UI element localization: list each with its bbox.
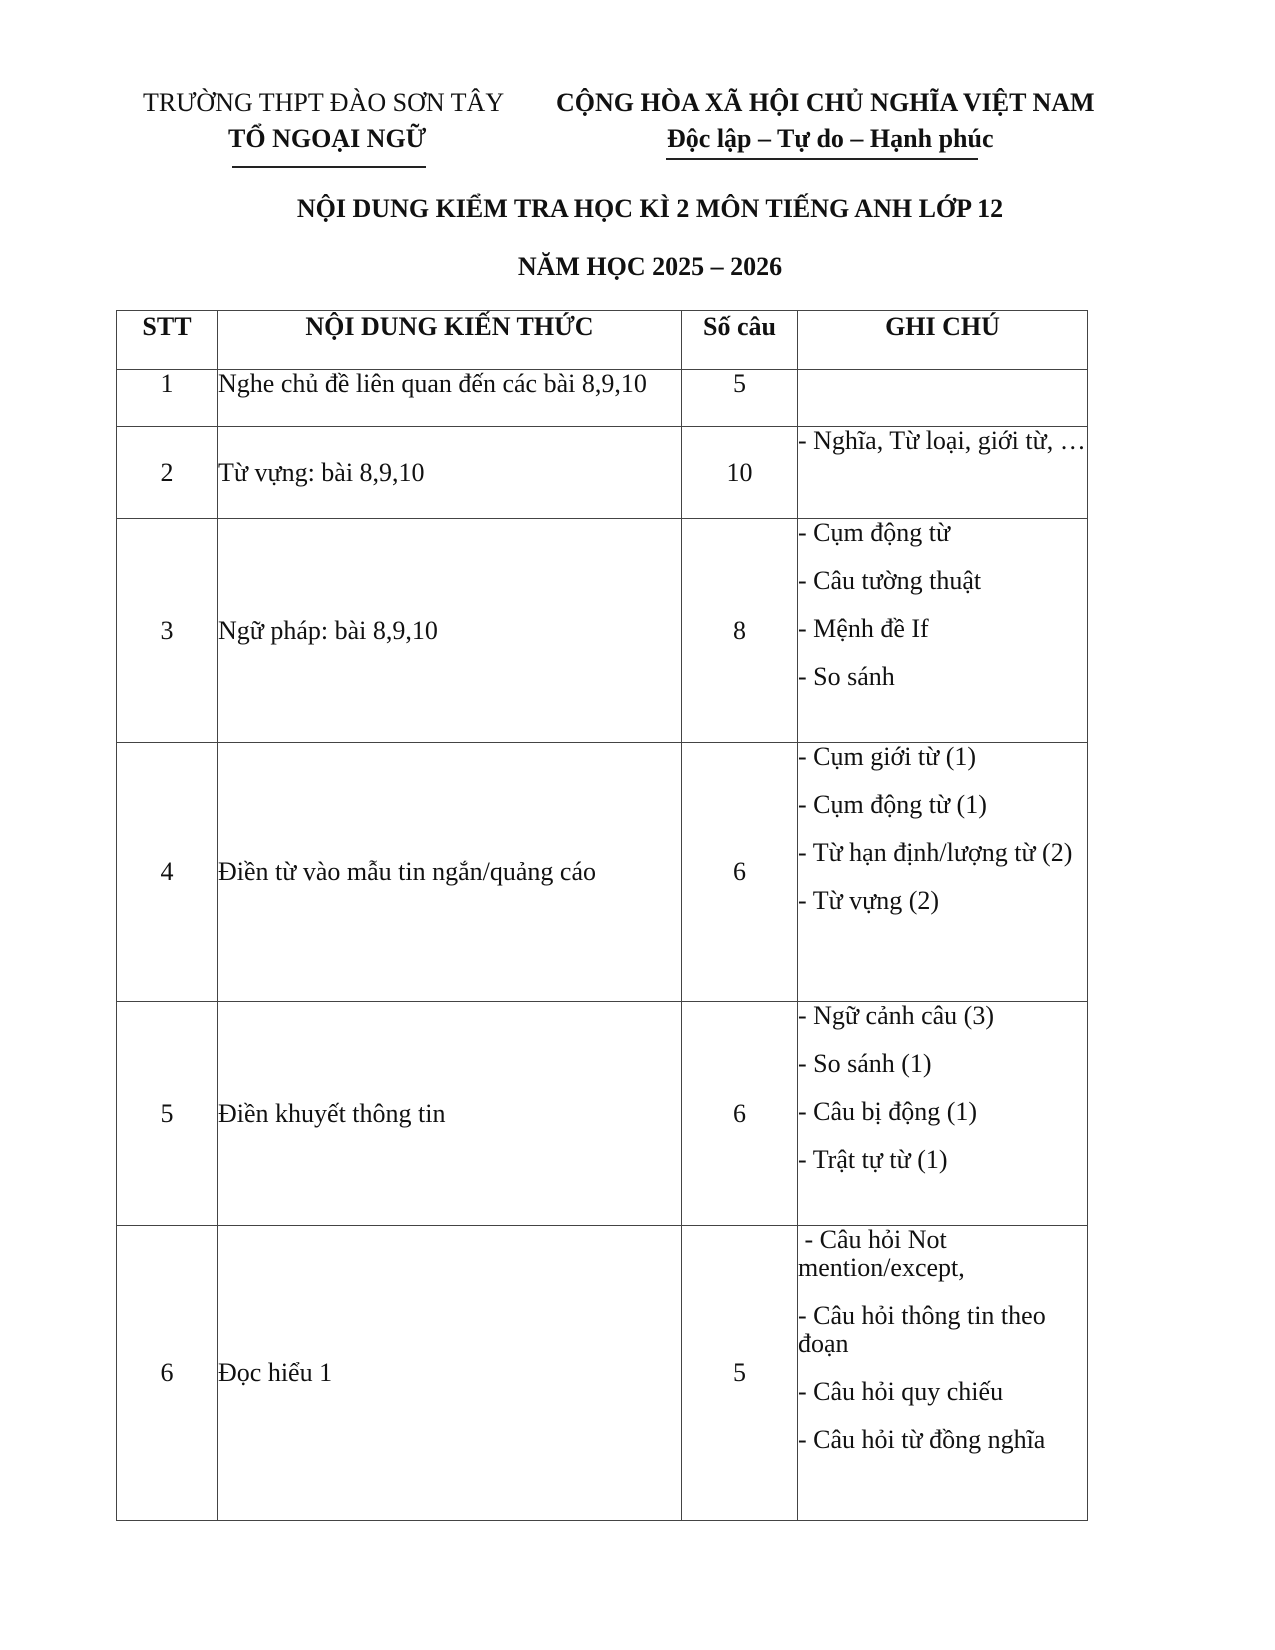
row-notes	[798, 427, 1088, 519]
note-item: - Câu hỏi từ đồng nghĩa	[798, 1425, 1046, 1454]
row-stt: 1	[117, 370, 218, 427]
note-item: - Câu hỏi quy chiếu	[798, 1377, 1004, 1406]
row-notes	[798, 519, 1088, 743]
table-header-row	[117, 311, 1088, 370]
row-topic: Đọc hiểu 1	[218, 1226, 682, 1521]
row-notes	[798, 743, 1088, 1002]
row-notes	[798, 1002, 1088, 1226]
header-stt: STT	[117, 311, 218, 370]
row-notes	[798, 370, 1088, 427]
note-item: - Mệnh đề If	[798, 614, 929, 643]
row-topic: Điền từ vào mẫu tin ngắn/quảng cáo	[218, 743, 682, 1002]
row-count: 5	[682, 370, 798, 427]
row-stt: 4	[117, 743, 218, 1002]
row-topic: Ngữ pháp: bài 8,9,10	[218, 519, 682, 743]
table-row	[117, 427, 1088, 519]
row-stt: 3	[117, 519, 218, 743]
table-row	[117, 743, 1088, 1002]
note-item: - So sánh (1)	[798, 1049, 932, 1078]
row-topic: Nghe chủ đề liên quan đến các bài 8,9,10	[218, 370, 682, 427]
note-item: - Câu hỏi Not mention/except,	[798, 1225, 965, 1282]
department-underline	[232, 166, 426, 168]
row-count: 8	[682, 519, 798, 743]
header-count: Số câu	[682, 311, 798, 370]
note-item: - Ngữ cảnh câu (3)	[798, 1001, 995, 1030]
note-item: - Nghĩa, Từ loại, giới từ, …	[798, 426, 1086, 455]
table-row	[117, 1002, 1088, 1226]
note-item: - Từ hạn định/lượng từ (2)	[798, 838, 1073, 867]
row-notes	[798, 1226, 1088, 1521]
row-count: 6	[682, 1002, 798, 1226]
row-count: 5	[682, 1226, 798, 1521]
note-item: - Cụm giới từ (1)	[798, 742, 977, 771]
note-item: - Cụm động từ	[798, 518, 951, 547]
header-notes: GHI CHÚ	[798, 311, 1088, 370]
department-name: TỔ NGOẠI NGỮ	[228, 124, 427, 153]
table-row	[117, 370, 1088, 427]
exam-content-table	[116, 310, 1088, 1521]
row-stt: 2	[117, 427, 218, 519]
national-motto: Độc lập – Tự do – Hạnh phúc	[667, 124, 994, 153]
school-name: TRƯỜNG THPT ĐÀO SƠN TÂY	[143, 88, 505, 117]
school-year: NĂM HỌC 2025 – 2026	[517, 252, 783, 281]
row-topic: Điền khuyết thông tin	[218, 1002, 682, 1226]
document-title: NỘI DUNG KIỂM TRA HỌC KÌ 2 MÔN TIẾNG ANH LỚP 12	[296, 194, 1004, 223]
nation-name: CỘNG HÒA XÃ HỘI CHỦ NGHĨA VIỆT NAM	[556, 88, 1095, 117]
row-stt: 5	[117, 1002, 218, 1226]
note-item: - Câu hỏi thông tin theo đoạn	[798, 1301, 1046, 1358]
note-item: - Cụm động từ (1)	[798, 790, 987, 819]
note-item: - Câu bị động (1)	[798, 1097, 978, 1126]
motto-underline	[666, 158, 978, 160]
table-row	[117, 519, 1088, 743]
note-item: - Từ vựng (2)	[798, 886, 940, 915]
table-row	[117, 1226, 1088, 1521]
row-count: 6	[682, 743, 798, 1002]
note-item: - Câu tường thuật	[798, 566, 982, 595]
header-topic: NỘI DUNG KIẾN THỨC	[218, 311, 682, 370]
row-count: 10	[682, 427, 798, 519]
note-item: - So sánh	[798, 662, 895, 691]
row-stt: 6	[117, 1226, 218, 1521]
note-item: - Trật tự từ (1)	[798, 1145, 948, 1174]
row-topic: Từ vựng: bài 8,9,10	[218, 427, 682, 519]
